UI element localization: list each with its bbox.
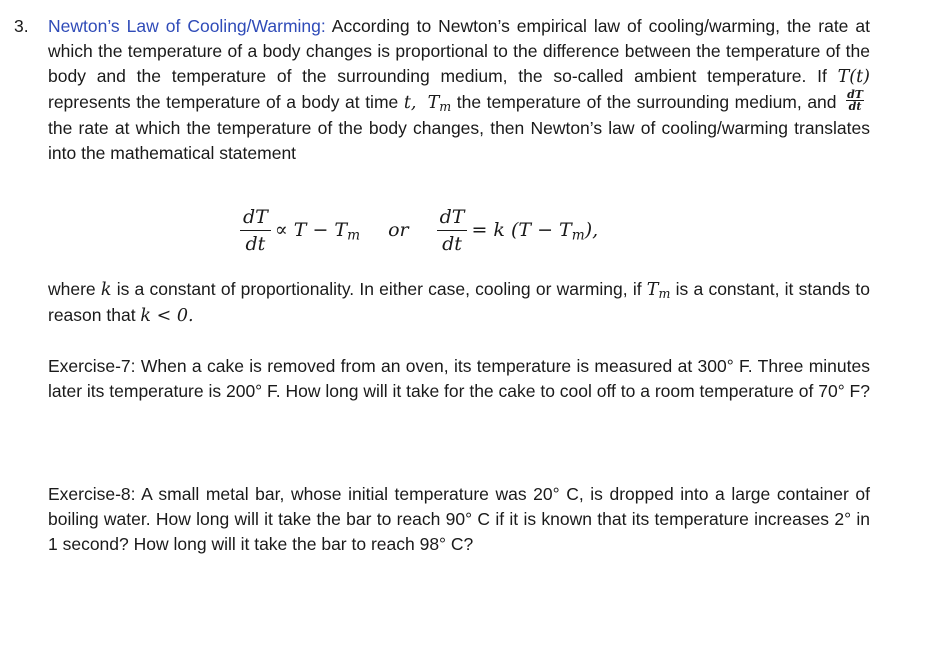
intro-text-4: the rate at which the temperature of the body changes, then Newton’s law of cooling/warming translates into the mathematical statement	[48, 118, 870, 163]
intro-text-1: According to Newton’s empirical law of cooling/warming, the rate at which the temperature of a body changes is proportional to the difference between the temperature of the body and the temperature of the surrounding medium, the so-called ambient temperature. If	[48, 16, 870, 86]
equation-equality: = k $(T - T_m)$,	[471, 219, 599, 244]
newton-law-equation	[240, 200, 598, 260]
equation-or: or	[388, 219, 409, 241]
constant-note-paragraph: where k is a constant of proportionality. In either case, cooling or warming, if $T_m$ is a constant, it stands to reason that k < 0.	[48, 279, 870, 326]
math-Tm-2: $T_m$	[646, 280, 671, 302]
intro-paragraph	[48, 14, 870, 166]
equation-fraction-left: $\frac{dT}{dt}$	[240, 206, 271, 255]
math-k: k	[100, 280, 112, 300]
exercise-7: Exercise-7: When a cake is removed from an oven, its temperature is measured at 300° F. Three minutes later its temperature is 200° F. How long will it take for the cake to cool off to a room temperature of 70° F?	[48, 356, 870, 401]
math-k-inequality: k < 0.	[140, 306, 194, 326]
intro-text-3: the temperature of the surrounding medium, and	[451, 92, 843, 112]
section-heading: Newton’s Law of Cooling/Warming:	[48, 16, 326, 36]
equation-proportional: ∝ $T - T_m$	[274, 219, 361, 244]
math-Tm: $T_m$	[427, 93, 452, 115]
math-t: t,	[403, 93, 417, 113]
intro-text-2: represents the temperature of a body at time	[48, 92, 404, 112]
math-T-of-t: T(t)	[837, 67, 870, 87]
equation-fraction-right: $\frac{dT}{dt}$	[437, 206, 468, 255]
inline-fraction-dT-dt: $\frac{dT}{dt}$	[847, 87, 863, 113]
exercise-8: Exercise-8: A small metal bar, whose initial temperature was 20° C, is dropped into a large container of boiling water. How long will it take the bar to reach 90° C if it is known that its temperature increases 2° in 1 second? How long will it take the bar to reach 98° C?	[48, 484, 870, 554]
item-number: 3.	[14, 16, 29, 36]
